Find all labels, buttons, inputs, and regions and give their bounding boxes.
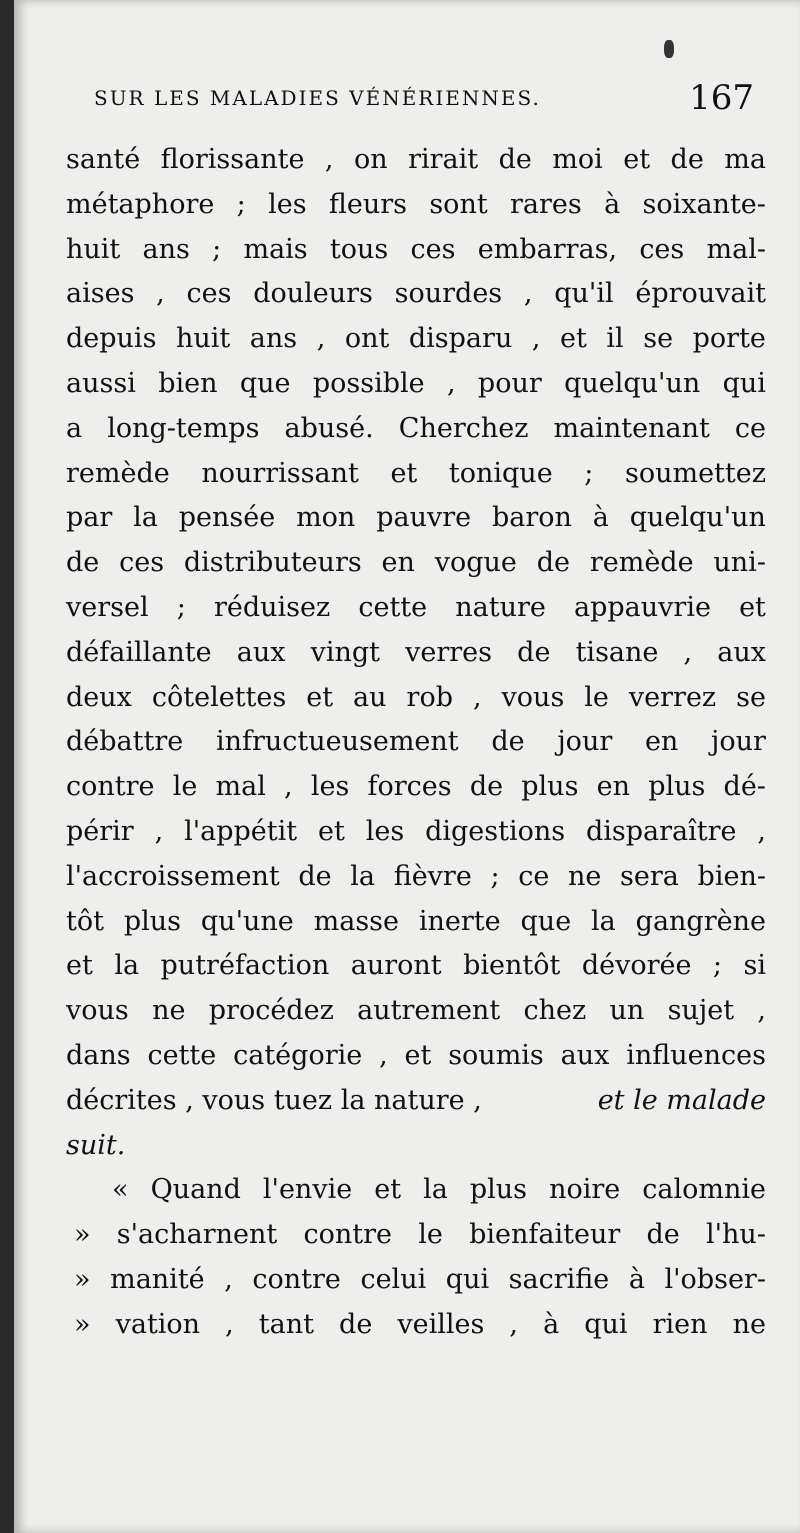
word: autrement [357, 995, 501, 1027]
word: aises [66, 278, 135, 310]
running-title: SUR LES MALADIES VÉNÉRIENNES. [94, 86, 541, 110]
word: , [523, 278, 533, 310]
word: et [560, 323, 587, 355]
word: tôt [66, 905, 104, 937]
word: de [498, 144, 532, 175]
word: ne [732, 1308, 766, 1340]
word: fièvre [393, 860, 472, 892]
word: bien [158, 367, 218, 399]
word: un [609, 995, 645, 1027]
word: tous [329, 233, 389, 265]
word: ont [344, 323, 390, 355]
word: , [379, 1039, 388, 1071]
word: et [374, 1174, 402, 1206]
word: douleurs [253, 278, 373, 310]
word: ; [236, 188, 246, 220]
word: que [520, 905, 572, 937]
word: baron [491, 502, 572, 534]
word: nourrissant [201, 457, 359, 489]
word: de [670, 144, 704, 175]
word: mais [243, 233, 308, 265]
word: , [225, 1308, 234, 1340]
word: disparu [408, 323, 513, 355]
word: et [306, 681, 334, 713]
word: ne [568, 860, 602, 892]
page-header [94, 78, 754, 118]
word: de [491, 726, 525, 758]
word: appauvrie [574, 591, 711, 623]
word: l'envie [262, 1174, 353, 1206]
word: versel [66, 591, 149, 623]
text-line [66, 765, 766, 810]
word: possible [312, 367, 425, 399]
word: disparaître [585, 815, 737, 847]
word: contre [252, 1263, 341, 1295]
word: rien [652, 1308, 708, 1340]
word: veilles [397, 1308, 485, 1340]
word: chez [523, 995, 587, 1027]
text-line [66, 228, 766, 273]
word: ; [212, 233, 222, 265]
word: nature [455, 591, 546, 623]
word: la [133, 502, 158, 534]
word: éprouvait [635, 278, 766, 310]
quote-line [66, 1168, 766, 1213]
word: bien- [697, 860, 766, 892]
word: , [224, 1263, 233, 1295]
word: dans [66, 1039, 131, 1071]
word: ne [152, 995, 186, 1027]
word: rirait [408, 144, 479, 175]
text-line [66, 541, 766, 586]
word: vous [501, 681, 565, 713]
word: soixante- [642, 188, 766, 220]
word: se [736, 681, 766, 713]
word: ma [724, 144, 766, 175]
word: , [284, 771, 293, 803]
word: de [298, 860, 332, 892]
word: abusé. [284, 412, 374, 444]
word: gangrène [635, 905, 766, 937]
word: réduisez [213, 591, 331, 623]
word: auront [350, 950, 442, 982]
word: à [543, 1308, 560, 1340]
word: manité [110, 1263, 205, 1295]
word: métaphore [66, 188, 215, 220]
word: » [74, 1263, 91, 1295]
word: s'acharnent [116, 1219, 278, 1251]
word: plus [123, 905, 182, 937]
word: ; [712, 950, 723, 982]
text-line [66, 720, 766, 765]
word: vingt [310, 636, 380, 668]
word: l'hu- [705, 1219, 766, 1251]
text-line [66, 944, 766, 989]
word: , [531, 323, 541, 355]
text-line [66, 138, 766, 183]
word: digestions [425, 815, 566, 847]
word: depuis [66, 323, 157, 355]
text-line [66, 317, 766, 362]
word: dévorée [581, 950, 692, 982]
word: défaillante [66, 636, 212, 668]
word: aussi [66, 367, 136, 399]
word: sacrifie [508, 1263, 610, 1295]
word: à [628, 1263, 645, 1295]
word: cette [147, 1039, 217, 1071]
word: jour [711, 726, 766, 758]
word: catégorie [233, 1039, 363, 1071]
word: qu'une [200, 905, 294, 937]
word: aux [560, 1039, 610, 1071]
word: forces [367, 771, 452, 803]
quote-line [66, 1303, 766, 1348]
word: verres [405, 636, 493, 668]
word: , [324, 144, 334, 175]
word: la [350, 860, 376, 892]
word: contre [303, 1219, 393, 1251]
word: , [509, 1308, 519, 1340]
word: on [353, 144, 388, 175]
word: quelqu'un [629, 502, 766, 534]
word: Quand [150, 1174, 241, 1206]
word: côtelettes [151, 681, 287, 713]
word: la [591, 905, 616, 937]
word: périr [66, 815, 134, 847]
word: , [757, 995, 766, 1027]
word: , [472, 681, 482, 713]
word: huit [175, 323, 231, 355]
word: Cherchez [398, 412, 529, 444]
italic-text: et le malade [597, 1084, 766, 1116]
text-segment: décrites , vous tuez la nature , [66, 1084, 482, 1116]
word: qu'il [554, 278, 614, 310]
word: en [596, 771, 630, 803]
word: ans [249, 323, 298, 355]
word: inerte [418, 905, 501, 937]
word: les [268, 188, 307, 220]
quote-line [66, 1213, 766, 1258]
word: plus [648, 771, 706, 803]
word: se [643, 323, 674, 355]
word: huit [66, 233, 121, 265]
word: ces [119, 547, 165, 579]
word: celui [360, 1263, 427, 1295]
word: ces [410, 233, 456, 265]
word: plus [521, 771, 579, 803]
word: la [423, 1174, 448, 1206]
word: et [317, 815, 345, 847]
word: ans [142, 233, 190, 265]
word: ; [176, 591, 186, 623]
word: cette [358, 591, 428, 623]
word: remède [66, 457, 170, 489]
word: porte [692, 323, 766, 355]
word: bienfaiteur [469, 1219, 621, 1251]
word: vation [115, 1308, 201, 1340]
text-line: suit. [66, 1129, 126, 1161]
word: sujet [667, 995, 735, 1027]
word: aux [717, 636, 766, 668]
word: putréfaction [160, 950, 330, 982]
word: verrez [628, 681, 717, 713]
word: et [623, 144, 651, 175]
word: ces [639, 233, 685, 265]
word: qui [584, 1308, 628, 1340]
word: tant [258, 1308, 314, 1340]
word: le [172, 771, 198, 803]
word: deux [66, 681, 132, 713]
word: et [739, 591, 766, 623]
word: ces [186, 278, 232, 310]
book-page [14, 0, 800, 1533]
word: au [353, 681, 387, 713]
text-line [66, 810, 766, 855]
word: l'obser- [664, 1263, 766, 1295]
word: et [66, 950, 93, 982]
word: pauvre [376, 502, 472, 534]
word: de [517, 636, 551, 668]
word: l'appétit [184, 815, 298, 847]
page-number: 167 [689, 78, 754, 118]
word: sourdes [394, 278, 503, 310]
word: à [592, 502, 609, 534]
text-line [66, 452, 766, 497]
word: noire [549, 1174, 621, 1206]
word: maintenant [553, 412, 710, 444]
text-line [66, 989, 766, 1034]
word: « [112, 1174, 129, 1206]
word: de [66, 547, 100, 579]
word: et [404, 1039, 432, 1071]
word: que [239, 367, 291, 399]
text-line [66, 496, 766, 541]
word: plus [469, 1174, 528, 1206]
word: , [683, 636, 693, 668]
word: qui [722, 367, 766, 399]
word: pensée [178, 502, 276, 534]
text-line [66, 586, 766, 631]
word: rares [510, 188, 582, 220]
word: vous [66, 995, 129, 1027]
word: long-temps [107, 412, 260, 444]
word: mal- [706, 233, 766, 265]
word: sera [620, 860, 679, 892]
word: , [757, 815, 766, 847]
word: fleurs [328, 188, 408, 220]
word: les [310, 771, 350, 803]
word: par [66, 502, 113, 534]
word: les [365, 815, 405, 847]
body-text [66, 138, 766, 1348]
word: embarras, [477, 233, 618, 265]
word: à [604, 188, 621, 220]
word: soumis [448, 1039, 544, 1071]
word: dé- [723, 771, 766, 803]
word: tisane [575, 636, 659, 668]
quote-line [66, 1258, 766, 1303]
word: a [66, 412, 83, 444]
word: masse [313, 905, 400, 937]
ink-blot [664, 40, 674, 58]
word: , [154, 815, 164, 847]
text-line [66, 676, 766, 721]
text-line [66, 183, 766, 228]
word: et [390, 457, 418, 489]
word: il [606, 323, 624, 355]
word: , [446, 367, 456, 399]
word: ce [518, 860, 550, 892]
text-line [66, 900, 766, 945]
word: soumettez [624, 457, 766, 489]
word: le [584, 681, 609, 713]
word: en [644, 726, 679, 758]
word: bientôt [463, 950, 561, 982]
word: remède [589, 547, 694, 579]
word: débattre [66, 726, 184, 758]
word: sont [429, 188, 488, 220]
word: quelqu'un [564, 367, 701, 399]
word: » [74, 1308, 91, 1340]
word: contre [66, 771, 155, 803]
word: infructueusement [215, 726, 459, 758]
word: aux [236, 636, 286, 668]
word: , [156, 278, 165, 310]
text-line [66, 272, 766, 317]
word: qui [445, 1263, 490, 1295]
word: pour [477, 367, 542, 399]
word: de [469, 771, 504, 803]
text-line [66, 1079, 766, 1124]
word: florissante [160, 144, 305, 175]
word: tonique [448, 457, 553, 489]
word: l'accroissement [66, 860, 280, 892]
word: ; [584, 457, 594, 489]
word: jour [557, 726, 613, 758]
text-line [66, 407, 766, 452]
text-line [66, 855, 766, 900]
word: calomnie [642, 1174, 766, 1206]
word: vogue [434, 547, 517, 579]
text-line [66, 1034, 766, 1079]
word: si [743, 950, 766, 982]
word: mon [296, 502, 356, 534]
word: la [114, 950, 140, 982]
word: uni- [713, 547, 766, 579]
word: » [74, 1219, 91, 1251]
word: ; [490, 860, 500, 892]
text-line [66, 362, 766, 407]
word: de [339, 1308, 373, 1340]
word: procédez [208, 995, 334, 1027]
word: influences [626, 1039, 766, 1071]
word: le [418, 1219, 443, 1251]
word: en [381, 547, 415, 579]
word: de [646, 1219, 680, 1251]
word: ce [734, 412, 766, 444]
word: mal [215, 771, 266, 803]
word: rob [406, 681, 453, 713]
word: , [316, 323, 326, 355]
word: santé [66, 144, 141, 175]
text-line [66, 631, 766, 676]
word: moi [552, 144, 603, 175]
word: distributeurs [183, 547, 362, 579]
word: de [536, 547, 571, 579]
